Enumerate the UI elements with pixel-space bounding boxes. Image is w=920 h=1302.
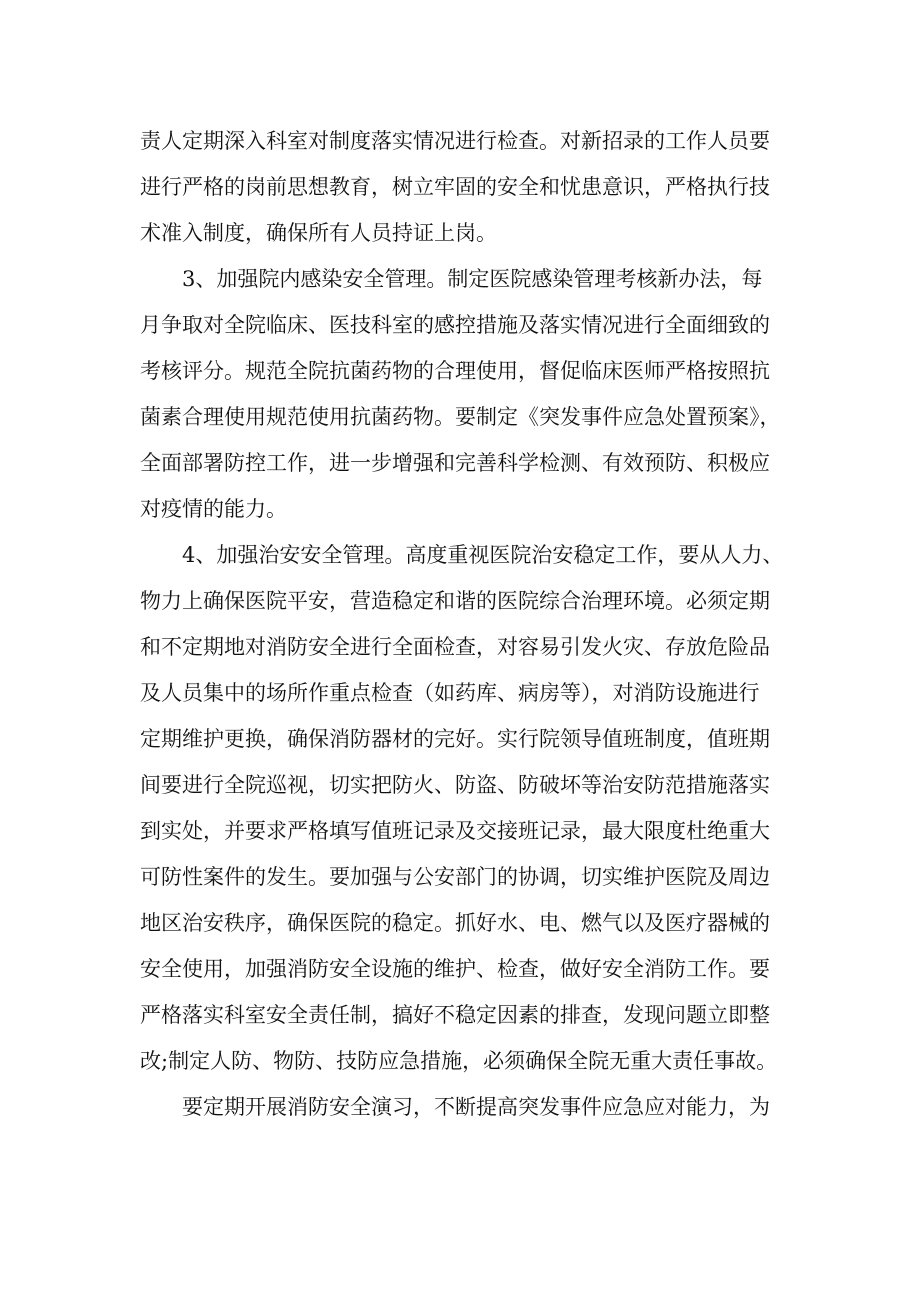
- text-line: 和不定期地对消防安全进行全面检查，对容易引发火灾、存放危险品: [140, 635, 770, 659]
- text-line: 术准入制度，确保所有人员持证上岗。: [140, 221, 497, 245]
- text-line: 定期维护更换，确保消防器材的完好。实行院领导值班制度，值班期: [140, 727, 770, 751]
- paragraph-fire-drill: [140, 1084, 800, 1130]
- paragraph-staff-training: [140, 118, 800, 256]
- text-line: 间要进行全院巡视，切实把防火、防盗、防破坏等治安防范措施落实: [140, 773, 770, 797]
- text-line: 安全使用，加强消防安全设施的维护、检查，做好安全消防工作。要: [140, 957, 770, 981]
- text-line: 4、加强治安安全管理。高度重视医院治安稳定工作，要从人力、: [182, 543, 784, 567]
- text-line: 责人定期深入科室对制度落实情况进行检查。对新招录的工作人员要: [140, 129, 770, 153]
- text-line: 考核评分。规范全院抗菌药物的合理使用，督促临床医师严格按照抗: [140, 359, 770, 383]
- text-line: 要定期开展消防安全演习，不断提高突发事件应急应对能力，为: [182, 1095, 770, 1119]
- text-line: 及人员集中的场所作重点检查（如药库、病房等），对消防设施进行: [140, 681, 760, 705]
- text-line: 全面部署防控工作，进一步增强和完善科学检测、有效预防、积极应: [140, 451, 770, 475]
- text-line: 改;制定人防、物防、技防应急措施，必须确保全院无重大责任事故。: [140, 1049, 778, 1073]
- text-line: 3、加强院内感染安全管理。制定医院感染管理考核新办法，每: [182, 267, 763, 291]
- text-line: 进行严格的岗前思想教育，树立牢固的安全和忧患意识，严格执行技: [140, 175, 770, 199]
- document-body: [140, 118, 800, 1130]
- paragraph-security-management: [140, 532, 800, 1084]
- text-line: 严格落实科室安全责任制，搞好不稳定因素的排查，发现问题立即整: [140, 1003, 770, 1027]
- text-line: 菌素合理使用规范使用抗菌药物。要制定《突发事件应急处置预案》，: [140, 405, 781, 429]
- text-line: 到实处，并要求严格填写值班记录及交接班记录，最大限度杜绝重大: [140, 819, 770, 843]
- text-line: 地区治安秩序，确保医院的稳定。抓好水、电、燃气以及医疗器械的: [140, 911, 770, 935]
- text-line: 可防性案件的发生。要加强与公安部门的协调，切实维护医院及周边: [140, 865, 770, 889]
- text-line: 物力上确保医院平安，营造稳定和谐的医院综合治理环境。必须定期: [140, 589, 770, 613]
- text-line: 月争取对全院临床、医技科室的感控措施及落实情况进行全面细致的: [140, 313, 770, 337]
- paragraph-infection-control: [140, 256, 800, 532]
- text-line: 对疫情的能力。: [140, 497, 287, 521]
